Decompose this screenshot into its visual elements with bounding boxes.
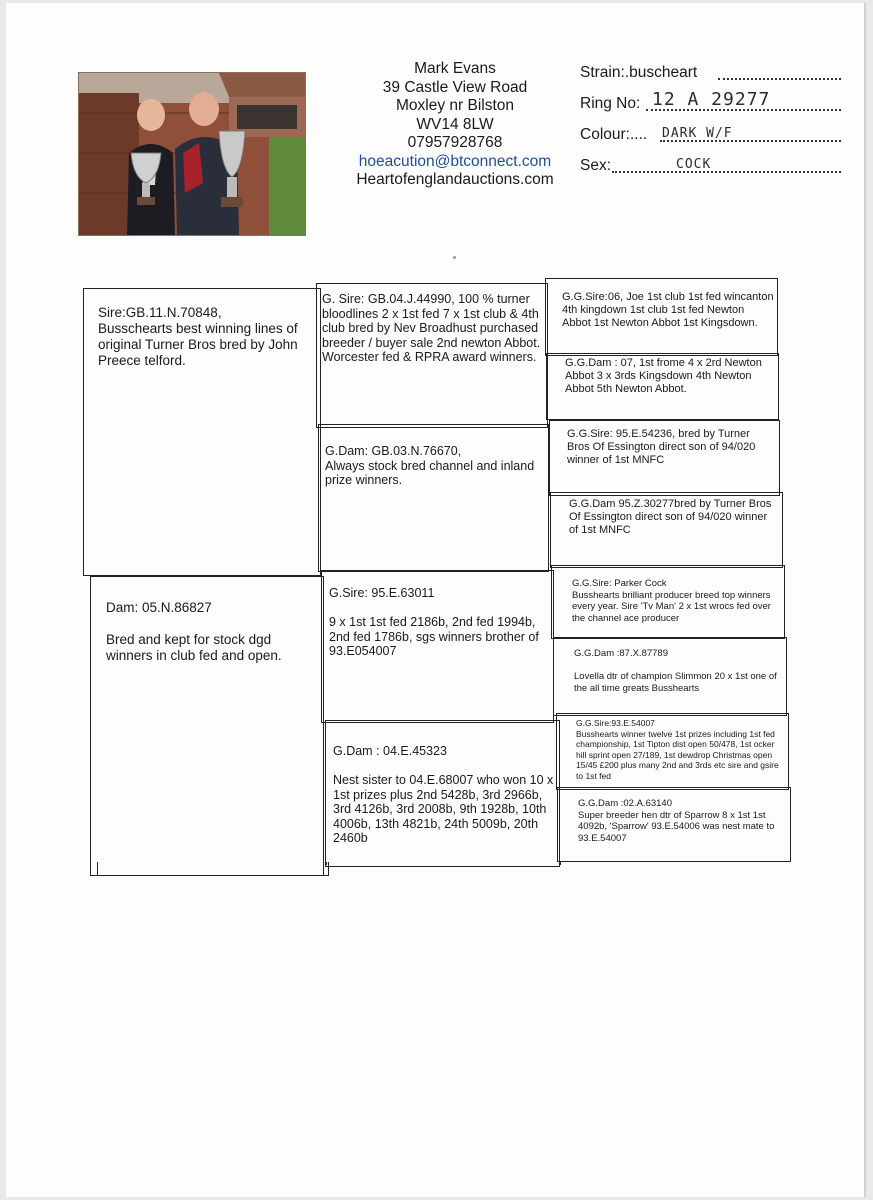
great-grandsire-text-4: G.G.Sire:93.E.54007 Busshearts winner twelve 1st prizes including 1st fed championship, 1st Tipton dist open 50/478, 1st ocker hill sprint open 27/189, 1st dewdrop Christmas open 15/45 £200 plus many 2nd and 3rds etc sire and gsire to 1st fed: [576, 718, 779, 781]
sire-text: Sire:GB.11.N.70848, Busschearts best winning lines of original Turner Bros bred by John Preece telford.: [98, 305, 298, 368]
granddam-text-sire-line: G.Dam: GB.03.N.76670, Always stock bred channel and inland prize winners.: [325, 444, 535, 487]
great-granddam-text-2: G.G.Dam 95.Z.30277bred by Turner Bros Of Essington direct son of 94/020 winner of 1st MNFC: [569, 498, 772, 536]
ring-number-value: 12 A 29277: [652, 89, 771, 110]
sex-label: Sex:: [580, 157, 612, 174]
address-line-1: 39 Castle View Road: [382, 78, 528, 96]
website: Heartofenglandauctions.com: [356, 171, 554, 188]
great-grandsire-text-3: G.G.Sire: Parker Cock Busshearts brilliant producer breed top winners every year. Sire 'Tv Man' 2 x 1st wrocs fed over the channel ace producer: [572, 578, 771, 624]
phone-number: 07957928768: [407, 134, 503, 151]
address-line-2: Moxley nr Bilston: [395, 97, 514, 114]
dam-text: Dam: 05.N.86827 Bred and kept for stock dgd winners in club fed and open.: [106, 600, 282, 663]
great-grandsire-text-2: G.G.Sire: 95.E.54236, bred by Turner Bros Of Essington direct son of 94/020 winner of 1st MNFC: [567, 428, 756, 466]
sex-value: COCK: [676, 157, 712, 172]
postcode: WV14 8LW: [416, 115, 494, 133]
colour-value: DARK W/F: [662, 126, 733, 141]
strain-label: Strain:.buscheart: [580, 64, 698, 81]
great-granddam-text-3: G.G.Dam :87.X.87789 Lovella dtr of champion Slimmon 20 x 1st one of the all time greats Busshearts: [574, 648, 777, 694]
granddam-box-footer: [326, 862, 561, 865]
great-grandsire-text-1: G.G.Sire:06, Joe 1st club 1st fed wincanton 4th kingdown 1st club 1st fed Newton Abbot 1st Newton Abbot 1st Kingsdown.: [562, 291, 774, 329]
dam-box-footer: [97, 862, 329, 876]
grandsire-text-dam-line: G.Sire: 95.E.63011 9 x 1st 1st fed 2186b, 2nd fed 1994b, 2nd fed 1786b, sgs winners brother of 93.E054007: [329, 586, 539, 658]
breeder-name: Mark Evans: [414, 60, 496, 77]
grandsire-text-sire-line: G. Sire: GB.04.J.44990, 100 % turner bloodlines 2 x 1st fed 7 x 1st club & 4th club bred by Nev Broadhust purchased breeder / buyer sale 2nd newton Abbot. Worcester fed & RPRA award winners.: [322, 292, 541, 364]
great-granddam-text-1: G.G.Dam : 07, 1st frome 4 x 2rd Newton Abbot 3 x 3rds Kingsdown 4th Newton Abbot 5th Newton Abbot.: [565, 357, 762, 395]
granddam-text-dam-line: G.Dam : 04.E.45323 Nest sister to 04.E.68007 who won 10 x 1st prizes plus 2nd 5428b, 3rd 2966b, 3rd 4126b, 3rd 2008b, 9th 1928b, 10th 4006b, 13th 4821b, 24th 5009b, 20th 2460b: [333, 744, 554, 845]
great-granddam-text-4: G.G.Dam :02.A.63140 Super breeder hen dtr of Sparrow 8 x 1st 1st 4092b, 'Sparrow' 93.E.54006 was nest mate to 93.E.54007: [578, 798, 775, 844]
email-address: hoeacution@btconnect.com: [358, 152, 552, 170]
colour-label: Colour:....: [580, 126, 648, 143]
ring-label: Ring No:: [580, 95, 641, 112]
